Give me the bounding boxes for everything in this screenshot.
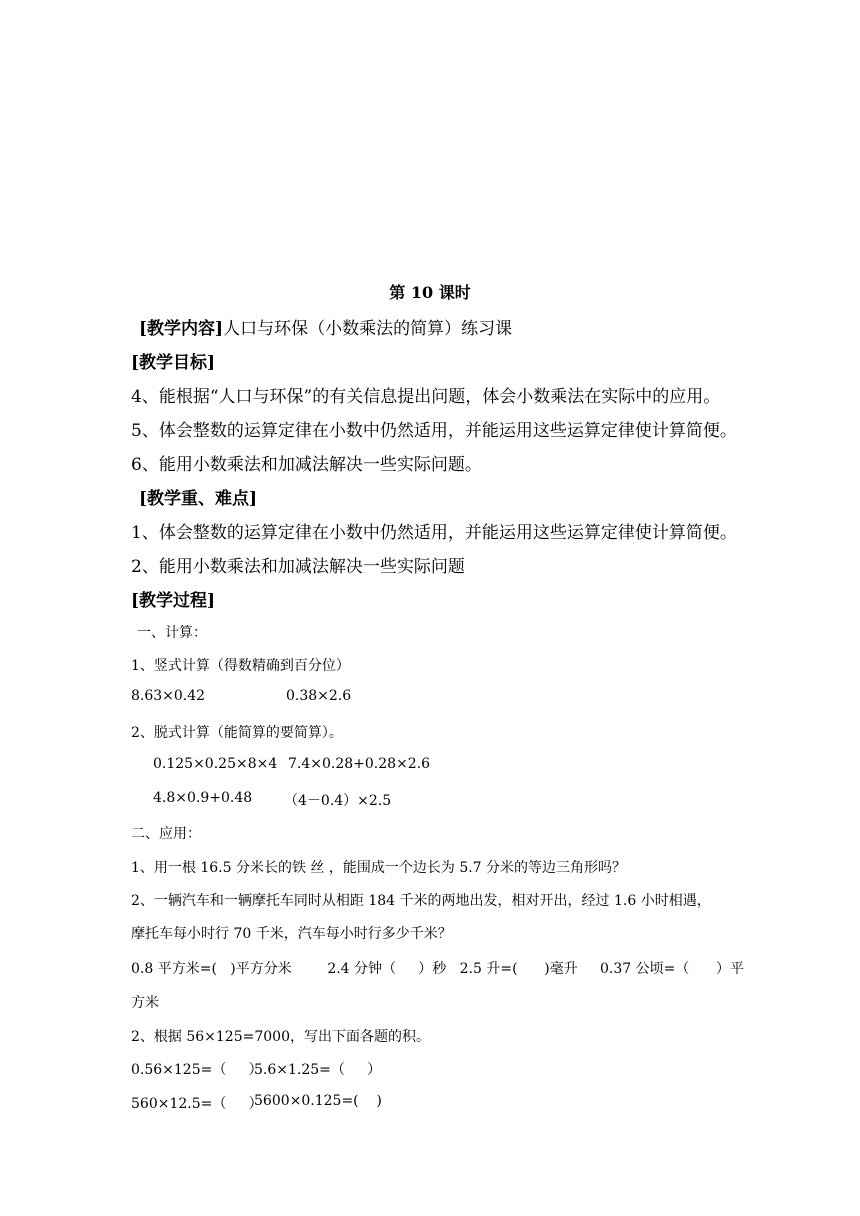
goal-item: 5、体会整数的运算定律在小数中仍然适用，并能运用这些运算定律使计算简便。	[131, 421, 737, 441]
off-calc-item: 4.8×0.9+0.48	[153, 790, 253, 806]
apply-question-continued: 摩托车每小时行 70 千米，汽车每小时行多少千米？	[131, 926, 452, 942]
key-point-item: 2、能用小数乘法和加减法解决一些实际问题	[131, 557, 465, 577]
off-calc-item: （4－0.4）×2.5	[284, 793, 392, 809]
product-heading: 2、根据 56×125=7000，写出下面各题的积。	[131, 1029, 430, 1045]
key-point-item: 1、体会整数的运算定律在小数中仍然适用，并能运用这些运算定律使计算简便。	[131, 523, 737, 543]
product-item: 560×12.5=（ ）	[131, 1096, 263, 1112]
process-heading: [教学过程]	[131, 591, 216, 611]
product-item: 5.6×1.25=（ ）	[254, 1062, 382, 1078]
apply-heading: 二、应用：	[131, 826, 201, 842]
unit-conversion-continued: 方米	[131, 995, 159, 1011]
off-calc-heading: 2、脱式计算（能简算的要简算）。	[131, 725, 343, 741]
lesson-title: 第 10 课时	[389, 283, 471, 302]
goal-item: 4、能根据“人口与环保”的有关信息提出问题，体会小数乘法在实际中的应用。	[131, 387, 721, 407]
teaching-content-text: 人口与环保（小数乘法的简算）练习课	[223, 319, 513, 339]
apply-question: 2、一辆汽车和一辆摩托车同时从相距 184 千米的两地出发，相对开出，经过 1.6 小时相遇，	[131, 893, 711, 909]
goals-heading: [教学目标]	[131, 353, 216, 373]
off-calc-item: 0.125×0.25×8×4	[153, 756, 278, 772]
vertical-calc-item: 8.63×0.42	[131, 688, 206, 704]
teaching-content	[139, 314, 512, 339]
unit-conversion: 0.8 平方米=( )平方分米 2.4 分钟（ ）秒 2.5 升=( )毫升 0.37 公顷=（ ）平	[131, 961, 745, 977]
calc-heading: 一、计算：	[137, 625, 207, 641]
product-item: 0.56×125=（ ）	[131, 1062, 263, 1078]
vertical-calc-item: 0.38×2.6	[286, 688, 352, 704]
goal-item: 6、能用小数乘法和加减法解决一些实际问题。	[131, 455, 482, 475]
teaching-content-label: [教学内容]	[139, 319, 224, 339]
product-item: 5600×0.125=( )	[254, 1093, 382, 1109]
off-calc-item: 7.4×0.28+0.28×2.6	[288, 756, 431, 772]
vertical-calc-heading: 1、竖式计算（得数精确到百分位）	[131, 658, 350, 674]
apply-question: 1、用一根 16.5 分米长的铁 丝 ，能围成一个边长为 5.7 分米的等边三角形吗？	[131, 860, 627, 876]
key-points-heading: [教学重、难点]	[139, 489, 258, 509]
